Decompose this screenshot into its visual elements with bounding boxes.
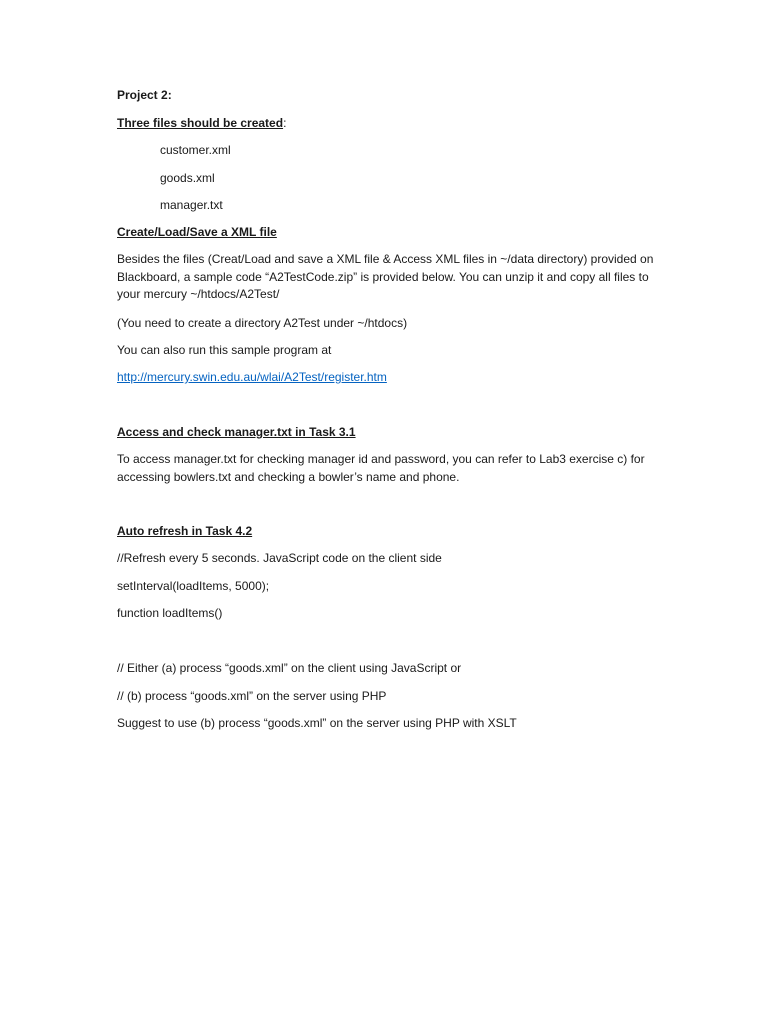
run-note: You can also run this sample program at [117,343,332,357]
code-line: //Refresh every 5 seconds. JavaScript code on the client side [117,551,442,565]
directory-note: (You need to create a directory A2Test under ~/htdocs) [117,316,408,330]
file-item-manager: manager.txt [160,198,223,212]
code-line: function loadItems() [117,606,223,620]
xml-paragraph [117,251,657,304]
manager-paragraph-line: accessing bowlers.txt and checking a bowler’s name and phone. [117,469,460,484]
project-title: Project 2: [117,88,172,102]
file-item-customer: customer.xml [160,143,231,157]
xml-paragraph-line: Blackboard, a sample code “A2TestCode.zip” is provided below. You can unzip it and copy all files to [117,269,649,284]
process-line: // (b) process “goods.xml” on the server using PHP [117,689,387,703]
xml-paragraph-line: your mercury ~/htdocs/A2Test/ [117,287,280,301]
link-line [117,369,387,386]
manager-paragraph-line: To access manager.txt for checking manager id and password, you can refer to Lab3 exercise c) for [117,452,645,466]
files-heading: Three files should be created [117,116,284,130]
files-heading-line [117,115,286,132]
code-line: setInterval(loadItems, 5000); [117,579,270,593]
files-heading-colon: : [283,116,287,130]
manager-heading: Access and check manager.txt in Task 3.1 [117,425,356,439]
refresh-heading: Auto refresh in Task 4.2 [117,524,253,538]
process-line: // Either (a) process “goods.xml” on the client using JavaScript or [117,661,462,675]
manager-paragraph [117,451,657,486]
process-line: Suggest to use (b) process “goods.xml” on the server using PHP with XSLT [117,716,517,730]
file-item-goods: goods.xml [160,171,215,185]
xml-heading: Create/Load/Save a XML file [117,225,277,239]
sample-program-link[interactable]: http://mercury.swin.edu.au/wlai/A2Test/register.htm [117,370,387,384]
xml-paragraph-line: Besides the files (Creat/Load and save a XML file & Access XML files in ~/data directory) provided on [117,252,654,266]
